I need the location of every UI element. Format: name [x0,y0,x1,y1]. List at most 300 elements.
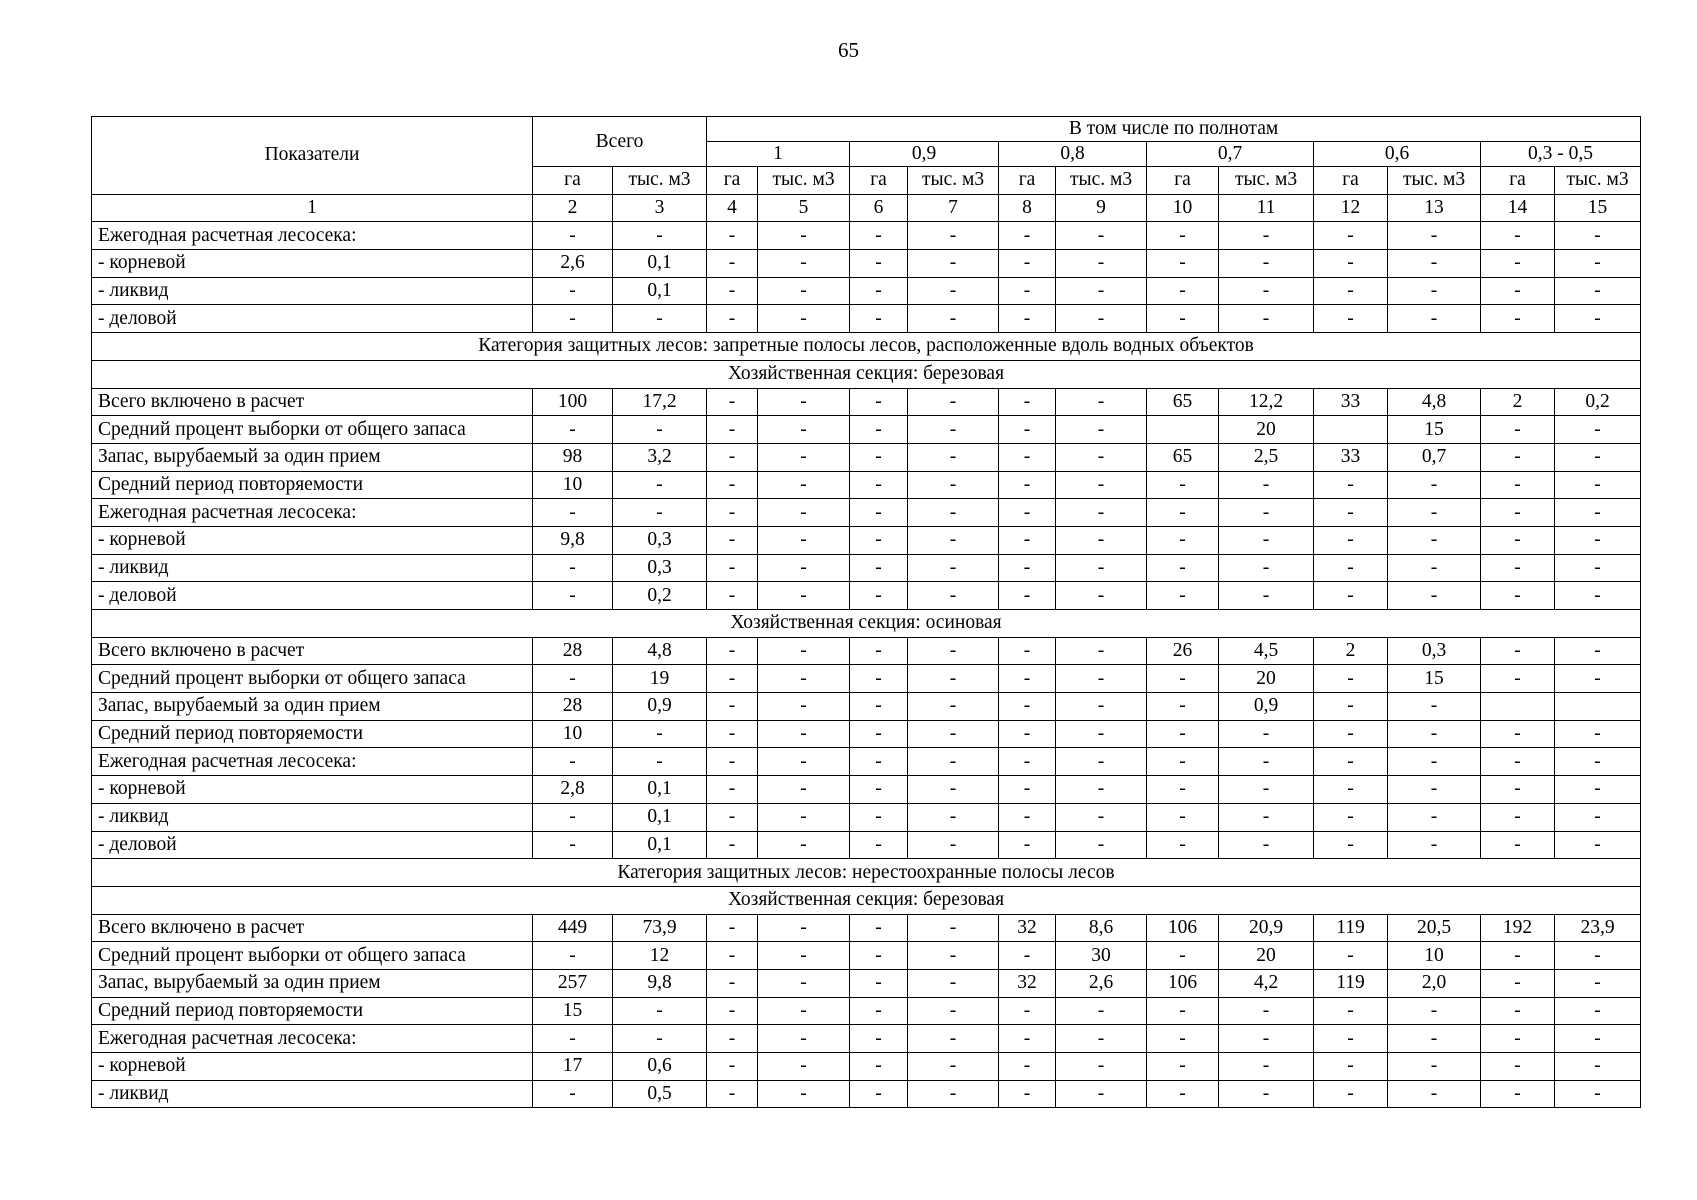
table-cell: - [908,1025,999,1053]
column-number: 9 [1056,194,1147,222]
table-cell: - [1219,250,1314,278]
column-number: 2 [533,194,613,222]
table-cell: - [1555,526,1641,554]
table-cell: - [850,443,908,471]
table-cell: - [850,665,908,693]
table-cell: - [613,1025,707,1053]
table-row [92,720,1641,748]
table-cell: 4,8 [613,637,707,665]
table-cell: - [1481,582,1555,610]
section-row [92,859,1641,887]
table-cell: - [1219,803,1314,831]
table-cell: - [533,582,613,610]
table-row [92,1025,1641,1053]
table-cell: 0,6 [613,1053,707,1081]
table-cell: - [999,776,1056,804]
table-cell: - [1219,305,1314,333]
table-cell: - [1481,720,1555,748]
table-cell: - [1219,554,1314,582]
table-cell: - [999,416,1056,444]
table-cell: 33 [1314,443,1388,471]
table-cell: - [908,969,999,997]
table-cell: - [1388,748,1481,776]
table-cell: - [707,471,758,499]
header-density-0-3-0-5: 0,3 - 0,5 [1481,142,1641,167]
table-cell: - [1481,942,1555,970]
table-row [92,637,1641,665]
table-cell: - [1056,1025,1147,1053]
section-title: Хозяйственная секция: березовая [92,360,1641,388]
table-cell: - [613,720,707,748]
table-cell: - [533,277,613,305]
row-label: - деловой [92,582,533,610]
table-cell: - [850,831,908,859]
table-cell: - [1555,471,1641,499]
table-row [92,997,1641,1025]
table-cell: - [850,277,908,305]
table-cell: 32 [999,969,1056,997]
table-row [92,582,1641,610]
table-cell: - [999,443,1056,471]
section-row [92,333,1641,361]
table-cell: 65 [1147,388,1219,416]
table-cell: - [613,305,707,333]
table-cell: - [1056,748,1147,776]
header-unit-m3: тыс. м3 [758,167,850,195]
table-row [92,831,1641,859]
table-cell: - [1388,554,1481,582]
table-cell: 0,1 [613,776,707,804]
table-cell: - [1388,1053,1481,1081]
column-number: 5 [758,194,850,222]
row-label: Ежегодная расчетная лесосека: [92,748,533,776]
table-cell: - [908,1053,999,1081]
table-cell: - [999,388,1056,416]
table-cell: - [1388,250,1481,278]
table-cell: - [1219,831,1314,859]
row-label: Ежегодная расчетная лесосека: [92,1025,533,1053]
column-number: 6 [850,194,908,222]
table-cell: - [908,942,999,970]
table-cell: 2,6 [1056,969,1147,997]
table-cell: - [1147,471,1219,499]
table-cell: - [1147,499,1219,527]
calculation-table [91,116,1641,1108]
table-cell: - [758,776,850,804]
table-cell: 8,6 [1056,914,1147,942]
table-cell: - [908,388,999,416]
table-cell: - [707,305,758,333]
table-row [92,471,1641,499]
table-cell: 20,5 [1388,914,1481,942]
table-cell: - [758,443,850,471]
table-row [92,803,1641,831]
table-cell: - [908,776,999,804]
table-cell: - [707,637,758,665]
table-cell: - [1314,693,1388,721]
column-number: 13 [1388,194,1481,222]
table-cell: - [707,748,758,776]
table-cell: - [1147,582,1219,610]
table-cell: - [613,416,707,444]
table-row [92,969,1641,997]
table-cell: - [1147,526,1219,554]
table-cell: - [850,803,908,831]
table-cell: - [1147,997,1219,1025]
table-cell: - [999,277,1056,305]
header-by-density: В том числе по полнотам [707,117,1641,142]
table-cell: - [1314,471,1388,499]
table-cell: - [1481,250,1555,278]
table-cell: - [707,942,758,970]
table-cell: - [908,831,999,859]
table-cell: 4,8 [1388,388,1481,416]
table-cell: 106 [1147,914,1219,942]
table-cell: - [1388,803,1481,831]
table-cell: - [1481,803,1555,831]
table-cell: - [613,499,707,527]
table-cell: - [850,554,908,582]
table-cell: - [758,637,850,665]
table-cell: - [999,637,1056,665]
table-cell: 192 [1481,914,1555,942]
table-cell: 3,2 [613,443,707,471]
column-number: 14 [1481,194,1555,222]
table-cell: - [1147,831,1219,859]
table-row [92,942,1641,970]
table-cell: 106 [1147,969,1219,997]
table-cell: 12 [613,942,707,970]
table-cell: - [533,665,613,693]
row-label: Ежегодная расчетная лесосека: [92,499,533,527]
column-number: 1 [92,194,533,222]
row-label: - корневой [92,1053,533,1081]
table-cell: - [707,1080,758,1108]
table-cell: - [758,942,850,970]
table-cell: - [1056,416,1147,444]
table-cell: - [1219,277,1314,305]
table-cell: - [1314,1025,1388,1053]
row-label: Всего включено в расчет [92,637,533,665]
table-row [92,776,1641,804]
table-cell: - [1388,222,1481,250]
table-cell: - [1219,526,1314,554]
table-row [92,693,1641,721]
table-cell: - [1555,720,1641,748]
table-cell: - [908,416,999,444]
table-cell: - [707,776,758,804]
header-total: Всего [533,117,707,167]
table-cell: - [1314,582,1388,610]
column-number: 7 [908,194,999,222]
table-cell: - [908,499,999,527]
table-cell: - [1314,222,1388,250]
table-cell: - [1056,222,1147,250]
table-cell: - [1056,250,1147,278]
table-cell: 17,2 [613,388,707,416]
table-cell: - [613,748,707,776]
table-cell: - [999,250,1056,278]
row-label: - ликвид [92,1080,533,1108]
table-cell: - [1219,997,1314,1025]
table-cell: 73,9 [613,914,707,942]
table-cell: 15 [1388,665,1481,693]
table-cell: - [533,499,613,527]
table-cell: - [1481,499,1555,527]
table-cell: 20 [1219,665,1314,693]
table-cell: - [707,277,758,305]
table-cell: - [1481,222,1555,250]
table-cell: 119 [1314,914,1388,942]
table-cell: - [707,443,758,471]
table-cell: 12,2 [1219,388,1314,416]
row-label: Запас, вырубаемый за один прием [92,969,533,997]
table-cell: - [1314,831,1388,859]
table-cell: - [758,831,850,859]
header-unit-ha: га [1314,167,1388,195]
table-cell: - [908,665,999,693]
table-cell: 257 [533,969,613,997]
table-cell: - [758,388,850,416]
table-cell: 15 [1388,416,1481,444]
table-cell: - [1481,277,1555,305]
table-cell: - [1314,1080,1388,1108]
table-row [92,277,1641,305]
table-cell: - [1555,831,1641,859]
table-cell: - [533,554,613,582]
table-cell: 10 [533,471,613,499]
table-cell: - [1555,969,1641,997]
table-cell: - [1314,305,1388,333]
table-cell: - [1555,997,1641,1025]
table-cell: - [1056,305,1147,333]
column-number: 4 [707,194,758,222]
table-cell: - [1481,748,1555,776]
table-cell: - [1147,554,1219,582]
table-cell: - [850,969,908,997]
table-cell: - [707,1025,758,1053]
table-cell: - [1147,250,1219,278]
section-row [92,886,1641,914]
table-cell: - [1056,997,1147,1025]
table-cell: - [850,388,908,416]
table-cell: - [1056,665,1147,693]
table-cell: - [850,582,908,610]
table-cell: - [1314,997,1388,1025]
header-density-0-7: 0,7 [1147,142,1314,167]
table-cell [1314,416,1388,444]
table-cell: - [1388,305,1481,333]
header-unit-ha: га [1147,167,1219,195]
table-cell: - [707,831,758,859]
table-cell: 0,1 [613,831,707,859]
table-cell: - [1056,499,1147,527]
table-cell: 2 [1481,388,1555,416]
table-cell: - [850,997,908,1025]
table-cell: - [758,803,850,831]
table-cell: - [1314,250,1388,278]
row-label: - деловой [92,831,533,859]
table-cell: 19 [613,665,707,693]
table-row [92,499,1641,527]
header-indicators: Показатели [92,117,533,195]
table-cell: - [533,942,613,970]
table-cell: 4,2 [1219,969,1314,997]
table-cell: - [1056,637,1147,665]
table-cell: - [999,803,1056,831]
table-cell: - [850,942,908,970]
column-number: 12 [1314,194,1388,222]
table-cell: - [1147,1025,1219,1053]
header-unit-m3: тыс. м3 [613,167,707,195]
page-number: 65 [838,38,859,62]
table-cell: - [1314,1053,1388,1081]
table-cell: - [850,471,908,499]
table-cell: - [1388,1025,1481,1053]
table-cell: - [908,803,999,831]
table-cell: - [707,554,758,582]
row-label: Средний период повторяемости [92,997,533,1025]
table-cell: - [1219,471,1314,499]
table-cell: - [1388,1080,1481,1108]
table-cell: 20,9 [1219,914,1314,942]
table-cell: - [758,693,850,721]
table-cell: - [1147,748,1219,776]
row-label: - ликвид [92,554,533,582]
table-cell: 0,3 [613,554,707,582]
table-cell: - [758,1053,850,1081]
table-cell: - [850,1080,908,1108]
table-cell: - [707,222,758,250]
table-cell: 119 [1314,969,1388,997]
table-row [92,222,1641,250]
table-row [92,1053,1641,1081]
table-cell: - [1056,693,1147,721]
table-cell: - [1314,942,1388,970]
table-cell: 0,3 [1388,637,1481,665]
table-cell: - [707,665,758,693]
table-cell: - [850,776,908,804]
row-label: Средний период повторяемости [92,471,533,499]
table-cell: - [999,554,1056,582]
table-cell: - [1555,776,1641,804]
table-cell: 0,1 [613,803,707,831]
table-cell: - [999,471,1056,499]
table-cell [1147,416,1219,444]
table-row [92,914,1641,942]
table-cell: - [1056,803,1147,831]
section-title: Категория защитных лесов: нерестоохранные полосы лесов [92,859,1641,887]
table-cell: - [1147,277,1219,305]
header-column-numbers-row [92,194,1641,222]
table-cell: - [707,582,758,610]
table-cell: - [999,693,1056,721]
table-cell: - [1056,582,1147,610]
row-label: Запас, вырубаемый за один прием [92,693,533,721]
table-cell: - [533,222,613,250]
table-cell: - [1056,720,1147,748]
table-cell: 23,9 [1555,914,1641,942]
table-cell: - [999,582,1056,610]
table-cell: - [707,803,758,831]
table-cell: - [1219,776,1314,804]
row-label: - корневой [92,250,533,278]
table-cell: 0,2 [613,582,707,610]
table-cell: - [1481,526,1555,554]
table-cell: - [1481,443,1555,471]
table-cell: - [1388,776,1481,804]
table-row [92,526,1641,554]
column-number: 10 [1147,194,1219,222]
table-cell: - [707,1053,758,1081]
table-cell: - [1147,776,1219,804]
table-cell: - [1555,637,1641,665]
table-row [92,305,1641,333]
table-cell: 32 [999,914,1056,942]
table-cell: - [1481,1053,1555,1081]
table-cell: - [908,582,999,610]
table-cell: - [1388,582,1481,610]
table-cell: - [758,665,850,693]
table-cell: - [1219,222,1314,250]
table-cell: - [1481,416,1555,444]
table-cell: - [1314,499,1388,527]
table-cell: 10 [533,720,613,748]
table-cell: - [850,1025,908,1053]
table-cell: - [1056,388,1147,416]
table-cell: - [707,720,758,748]
table-cell: - [613,222,707,250]
section-title: Категория защитных лесов: запретные полосы лесов, расположенные вдоль водных объектов [92,333,1641,361]
table-row [92,554,1641,582]
table-cell: - [1481,637,1555,665]
table-cell: 33 [1314,388,1388,416]
table-cell: - [850,1053,908,1081]
table-cell: - [1056,554,1147,582]
table-cell: - [850,416,908,444]
table-cell: 0,2 [1555,388,1641,416]
table-cell: - [908,222,999,250]
table-cell: - [1555,305,1641,333]
section-row [92,610,1641,638]
table-cell: - [1481,471,1555,499]
table-cell: - [758,305,850,333]
table-cell: - [613,997,707,1025]
table-cell: - [1147,803,1219,831]
table-cell: - [1388,526,1481,554]
row-label: Средний период повторяемости [92,720,533,748]
table-cell: - [850,914,908,942]
table-cell: - [850,305,908,333]
table-cell: - [1388,831,1481,859]
table-cell: - [908,748,999,776]
table-header [92,117,1641,222]
table-cell: 98 [533,443,613,471]
row-label: Средний процент выборки от общего запаса [92,416,533,444]
row-label: Запас, вырубаемый за один прием [92,443,533,471]
table-cell: - [1555,582,1641,610]
table-cell: - [1481,997,1555,1025]
table-cell: 0,5 [613,1080,707,1108]
table-row [92,416,1641,444]
table-cell: 0,9 [1219,693,1314,721]
table-cell: - [707,969,758,997]
header-unit-m3: тыс. м3 [1388,167,1481,195]
table-cell: - [1388,720,1481,748]
table-cell: - [1219,582,1314,610]
table-cell: - [1555,1080,1641,1108]
row-label: Средний процент выборки от общего запаса [92,665,533,693]
